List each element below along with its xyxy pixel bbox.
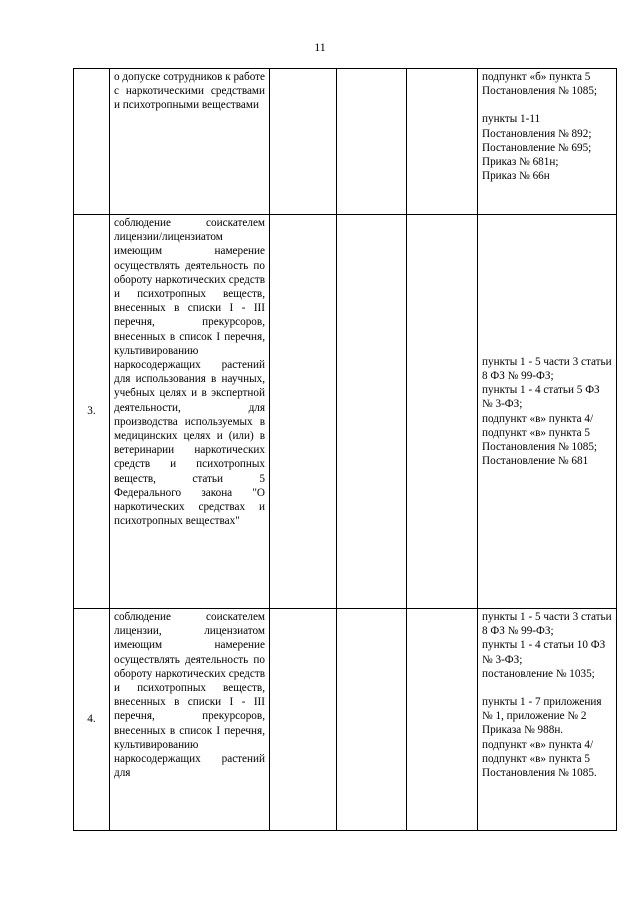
legal-reference: пункты 1 - 5 части 3 статьи 8 ФЗ № 99-ФЗ; — [482, 611, 612, 638]
empty-cell — [337, 609, 407, 831]
empty-cell — [407, 215, 478, 609]
legal-reference: подпункт «в» пункта 4/ подпункт «в» пункта 5 Постановления № 1085. — [482, 738, 597, 780]
reference-spacer — [482, 681, 612, 695]
requirement-subject-text: о допуске сотрудников к работе с наркотическими средствами и психотропными веществами — [114, 71, 265, 112]
legal-references-cell — [478, 69, 617, 215]
empty-cell — [337, 69, 407, 215]
table-row — [74, 215, 617, 609]
legal-reference: Постановление № 695; — [482, 141, 592, 154]
legal-references-cell — [478, 609, 617, 831]
requirement-subject-text: соблюдение соискателем лицензии/лицензиатом имеющим намерение осуществлять деятельность по обороту наркотических средств и психотропных веществ, внесенных в списки I - III перечня, прекурсоров, внесенных в список I перечня, культивированию наркосодержащих растений для использования в научных, учебных целях и в экспертной деятельности, для производства используемых в медицинских целях и (или) в ветеринарии наркотических средств и психотропных веществ, статьи 5 Федерального закона "О наркотических средствах и психотропных веществах" — [114, 217, 265, 528]
legal-reference: пункты 1 - 5 части 3 статьи 8 ФЗ № 99-ФЗ; — [482, 355, 612, 382]
legal-references-cell — [478, 215, 617, 609]
legal-reference: пункты 1 - 4 статьи 10 ФЗ № 3-ФЗ; — [482, 639, 606, 666]
legal-reference: Приказ № 66н — [482, 170, 550, 183]
table-row — [74, 69, 617, 215]
requirement-subject-cell — [110, 215, 270, 609]
requirement-subject-text: соблюдение соискателем лицензии, лицензиатом имеющим намерение осуществлять деятельность по обороту наркотических средств и психотропных веществ, внесенных в списки I - III перечня, прекурсоров, внесенных в список I перечня, культивированию наркосодержащих растений для — [114, 611, 265, 780]
legal-reference: постановление № 1035; — [482, 667, 595, 680]
legal-reference: пункты 1 - 4 статьи 5 ФЗ № 3-ФЗ; — [482, 384, 600, 411]
empty-cell — [407, 609, 478, 831]
empty-cell — [270, 609, 337, 831]
legal-reference: пункты 1-11 Постановления № 892; — [482, 113, 592, 140]
legal-reference: Приказ № 681н; — [482, 156, 559, 169]
empty-cell — [407, 69, 478, 215]
empty-cell — [270, 69, 337, 215]
row-number-cell — [74, 69, 110, 215]
legal-reference: пункты 1 - 7 приложения № 1, приложение № 2 Приказа № 988н. — [482, 696, 602, 737]
legal-reference: Постановление № 681 — [482, 455, 589, 468]
requirement-subject-cell — [110, 69, 270, 215]
reference-spacer — [482, 98, 612, 112]
table-row — [74, 609, 617, 831]
legal-reference: подпункт «в» пункта 4/ подпункт «в» пункта 5 Постановления № 1085; — [482, 412, 598, 453]
requirements-table — [73, 68, 617, 831]
requirement-subject-cell — [110, 609, 270, 831]
row-number-cell: 4. — [74, 609, 110, 831]
empty-cell — [337, 215, 407, 609]
row-number-cell: 3. — [74, 215, 110, 609]
page-number: 11 — [314, 40, 326, 54]
legal-reference: подпункт «б» пункта 5 Постановления № 1085; — [482, 71, 598, 98]
empty-cell — [270, 215, 337, 609]
